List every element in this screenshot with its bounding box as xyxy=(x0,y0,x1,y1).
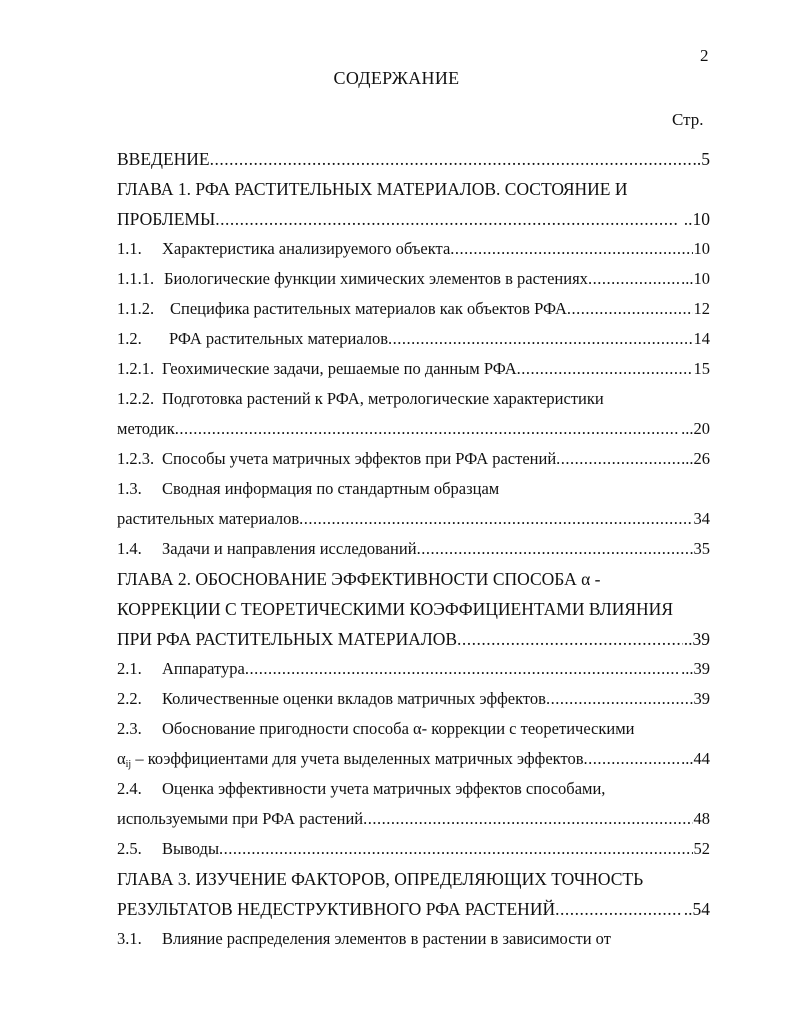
toc-entry-chapter-2-cont2[interactable] xyxy=(117,626,710,652)
toc-number: 1.2.1. xyxy=(117,359,155,378)
toc-label: Геохимические задачи, решаемые по данным РФА xyxy=(162,359,517,378)
toc-number: 1.2.2. xyxy=(117,389,155,408)
toc-number: 1.4. xyxy=(117,539,142,558)
toc-label: РФА растительных материалов xyxy=(169,329,389,348)
toc-label: ПРОБЛЕМЫ xyxy=(117,209,216,229)
toc-entry-chapter-1-cont[interactable] xyxy=(117,206,710,232)
toc-leader xyxy=(363,806,692,832)
page-number: 2 xyxy=(700,46,709,65)
toc-leader xyxy=(215,206,678,232)
toc-label: Влияние распределения элементов в растении в зависимости от xyxy=(162,929,611,948)
toc-label-wrap xyxy=(117,836,219,862)
toc-label: методик xyxy=(117,419,175,438)
toc-label-wrap xyxy=(117,536,417,562)
toc-number: 1.2.3. xyxy=(117,449,155,468)
toc-leader xyxy=(417,536,693,562)
alpha-subscript: ij xyxy=(125,759,132,770)
toc-page: ..39 xyxy=(683,629,710,649)
toc-label: используемыми при РФА растений xyxy=(117,809,364,828)
toc-page: ..5 xyxy=(692,149,710,169)
toc-number: 1.3. xyxy=(117,479,142,498)
toc-label: Выводы xyxy=(162,839,220,858)
toc-leader xyxy=(219,836,692,862)
toc-entry-1-2-2[interactable] xyxy=(117,386,710,412)
toc-label: – коэффициентами для учета выделенных матричных эффектов xyxy=(131,749,584,768)
toc-label: Специфика растительных материалов как объектов РФА xyxy=(170,299,567,318)
toc-leader xyxy=(583,746,680,772)
toc-page: ...26 xyxy=(681,449,710,468)
toc-leader xyxy=(450,236,692,262)
toc-label-wrap xyxy=(117,236,450,262)
toc-entry-chapter-3[interactable] xyxy=(117,866,710,892)
toc-entry-1-2-1[interactable] xyxy=(117,356,710,382)
toc-leader xyxy=(556,446,680,472)
toc-page: 14 xyxy=(693,329,710,348)
toc-leader xyxy=(567,296,693,322)
toc-page: ..54 xyxy=(683,899,710,919)
toc-label: Обоснование пригодности способа α- коррекции с теоретическими xyxy=(162,719,635,738)
toc-number: 2.2. xyxy=(117,689,142,708)
toc-leader xyxy=(555,896,683,922)
toc-leader xyxy=(245,656,680,682)
toc-label: ПРИ РФА РАСТИТЕЛЬНЫХ МАТЕРИАЛОВ xyxy=(117,629,458,649)
toc-label: ГЛАВА 3. ИЗУЧЕНИЕ ФАКТОРОВ, ОПРЕДЕЛЯЮЩИХ ТОЧНОСТЬ xyxy=(117,869,644,889)
toc-entry-1-3[interactable] xyxy=(117,476,710,502)
toc-entry-chapter-3-cont[interactable] xyxy=(117,896,710,922)
toc-leader xyxy=(175,416,680,442)
toc-label: Сводная информация по стандартным образцам xyxy=(162,479,500,498)
toc-label: Задачи и направления исследований xyxy=(162,539,417,558)
toc-entry-1-2-3[interactable] xyxy=(117,446,710,472)
toc-label: Характеристика анализируемого объекта xyxy=(162,239,451,258)
page-column-label: Стр. xyxy=(672,110,704,129)
toc-page: 34 xyxy=(693,509,710,528)
toc-leader xyxy=(588,266,680,292)
toc-page: 15 xyxy=(693,359,710,378)
toc-label: КОРРЕКЦИИ С ТЕОРЕТИЧЕСКИМИ КОЭФФИЦИЕНТАМИ ВЛИЯНИЯ xyxy=(117,599,673,619)
toc-label: Биологические функции химических элементов в растениях xyxy=(164,269,588,288)
toc-page: ...20 xyxy=(681,419,710,438)
toc-entry-1-3-cont[interactable] xyxy=(117,506,710,532)
toc-page: 10 xyxy=(693,239,710,258)
toc-entry-2-4-cont[interactable] xyxy=(117,806,710,832)
toc-label: ГЛАВА 1. РФА РАСТИТЕЛЬНЫХ МАТЕРИАЛОВ. СОСТОЯНИЕ И xyxy=(117,179,628,199)
toc-page: ...44 xyxy=(681,749,710,768)
toc-entry-introduction[interactable] xyxy=(117,146,710,172)
toc-page: 35 xyxy=(693,539,710,558)
toc-label: растительных материалов xyxy=(117,509,300,528)
toc-label: Оценка эффективности учета матричных эффектов способами, xyxy=(162,779,606,798)
toc-page: ...39 xyxy=(681,659,710,678)
toc-label: ГЛАВА 2. ОБОСНОВАНИЕ ЭФФЕКТИВНОСТИ СПОСОБА α - xyxy=(117,569,601,589)
toc-leader xyxy=(546,686,693,712)
toc-label: ВВЕДЕНИЕ xyxy=(117,149,210,169)
toc-number: 1.1.1. xyxy=(117,269,155,288)
toc-label-wrap xyxy=(117,266,588,292)
toc-label-wrap xyxy=(117,686,546,712)
toc-label-wrap xyxy=(117,446,556,472)
toc-page: 52 xyxy=(693,839,710,858)
toc-entry-2-4[interactable] xyxy=(117,776,710,802)
toc-page: 12 xyxy=(693,299,710,318)
toc-number: 2.5. xyxy=(117,839,142,858)
toc-label-wrap xyxy=(117,746,583,772)
toc-leader xyxy=(517,356,693,382)
toc-page: ..10 xyxy=(679,209,710,229)
toc-entry-2-3[interactable] xyxy=(117,716,710,742)
toc-page: 39 xyxy=(693,689,710,708)
toc-label: Подготовка растений к РФА, метрологические характеристики xyxy=(162,389,604,408)
toc-label-wrap xyxy=(117,296,567,322)
toc-entry-1-4[interactable] xyxy=(117,536,710,562)
toc-entry-2-2[interactable] xyxy=(117,686,710,712)
toc-label-wrap xyxy=(117,656,245,682)
toc-entry-2-5[interactable] xyxy=(117,836,710,862)
toc-entry-2-3-cont[interactable] xyxy=(117,746,710,772)
toc-entry-chapter-1[interactable] xyxy=(117,176,710,202)
toc-number: 1.1. xyxy=(117,239,142,258)
toc-entry-1-2[interactable] xyxy=(117,326,710,352)
toc-leader xyxy=(210,146,692,172)
toc-leader xyxy=(299,506,692,532)
toc-number: 3.1. xyxy=(117,929,142,948)
toc-page: ...10 xyxy=(681,269,710,288)
toc-entry-chapter-2-cont[interactable] xyxy=(117,596,710,622)
toc-entry-1-1-1[interactable] xyxy=(117,266,710,292)
toc-entry-1-2-2-cont[interactable] xyxy=(117,416,710,442)
toc-entry-chapter-2[interactable] xyxy=(117,566,710,592)
toc-number: 2.4. xyxy=(117,779,142,798)
toc-label: РЕЗУЛЬТАТОВ НЕДЕСТРУКТИВНОГО РФА РАСТЕНИЙ xyxy=(117,899,556,919)
toc-number: 2.3. xyxy=(117,719,142,738)
toc-number: 2.1. xyxy=(117,659,142,678)
toc-entry-2-1[interactable] xyxy=(117,656,710,682)
toc-label: Количественные оценки вкладов матричных эффектов xyxy=(162,689,546,708)
toc-entry-1-1[interactable] xyxy=(117,236,710,262)
toc-label: Аппаратура xyxy=(162,659,245,678)
toc-label-wrap xyxy=(117,356,517,382)
toc-leader xyxy=(457,626,683,652)
toc-page: 48 xyxy=(693,809,710,828)
toc-leader xyxy=(388,326,692,352)
toc-label: Способы учета матричных эффектов при РФА растений xyxy=(162,449,557,468)
toc-number: 1.2. xyxy=(117,329,142,348)
toc-label-wrap xyxy=(117,326,388,352)
alpha-symbol: α xyxy=(117,749,126,768)
toc-entry-1-1-2[interactable] xyxy=(117,296,710,322)
toc-entry-3-1[interactable] xyxy=(117,926,710,952)
toc-number: 1.1.2. xyxy=(117,299,155,318)
page-title: СОДЕРЖАНИЕ xyxy=(333,68,460,88)
